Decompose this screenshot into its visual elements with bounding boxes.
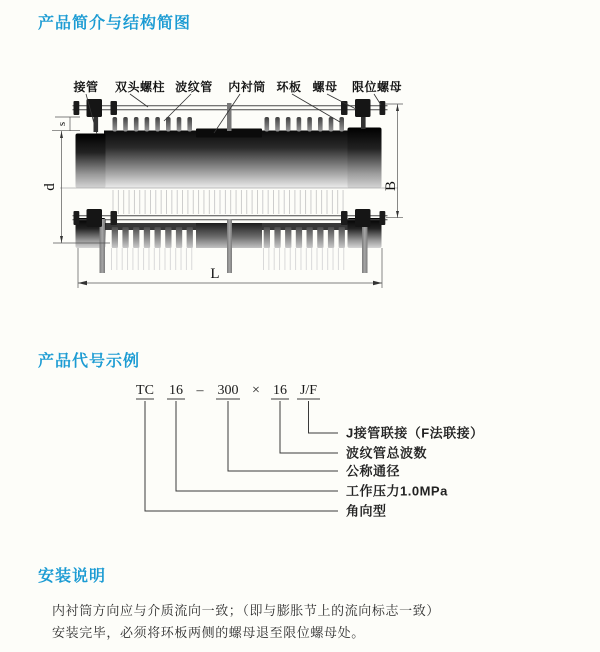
leader-limit-nut — [374, 94, 381, 105]
bellows-fin-lower — [339, 227, 345, 248]
install-note-line: 内衬筒方向应与介质流向一致；（即与膨胀节上的流向标志一致） — [52, 603, 440, 618]
callout-type: 角向型 — [346, 503, 387, 519]
callout-waves: 波纹管总波数 — [346, 445, 428, 461]
dim-arrow — [396, 211, 399, 217]
bellows-fin-lower — [307, 227, 313, 248]
plate-nut-block-left — [87, 99, 103, 117]
dim-label-L: L — [210, 266, 220, 282]
bellows-fin-lower — [144, 227, 150, 248]
callout-connection: J接管联接（F法联接） — [346, 425, 484, 441]
bellows-fin — [265, 117, 270, 132]
structure-diagram — [0, 60, 600, 312]
bellows-fin — [286, 117, 291, 132]
bellows-fin — [113, 117, 118, 132]
part-label-connecting-pipe: 接管 — [73, 80, 99, 94]
bellows-fin-lower — [274, 227, 280, 248]
nut-right-lower — [341, 211, 348, 225]
dim-label-d: d — [42, 183, 58, 191]
dim-label-B: B — [383, 180, 399, 192]
bellows-fin-lower — [264, 227, 270, 248]
bellows-fin — [123, 117, 128, 132]
leader-lines — [86, 94, 381, 134]
dim-arrow — [396, 105, 399, 112]
bellows-fin-lower — [187, 227, 193, 248]
stud-left — [100, 219, 106, 273]
bellows-body — [104, 131, 368, 189]
code-parts — [136, 383, 317, 398]
part-label-ring-plate: 环板 — [276, 80, 302, 94]
ring-plate-right — [361, 116, 366, 129]
code-part-dash: – — [196, 383, 204, 398]
dim-arrow — [60, 131, 63, 138]
bellows-fin — [177, 117, 182, 132]
bellows-fin-lower — [165, 227, 171, 248]
bellows-fin-lower — [133, 227, 139, 248]
bellows-fin-lower — [285, 227, 291, 248]
code-part-diameter: 300 — [217, 383, 239, 398]
limit-nut-right-lower — [380, 211, 386, 225]
code-callouts — [346, 426, 484, 519]
bellows-fin — [145, 117, 150, 132]
callout-diameter: 公称通径 — [346, 463, 401, 479]
bellows-fin-lower — [176, 227, 182, 248]
fork-line-connection — [309, 401, 339, 433]
dim-arrow — [60, 236, 63, 243]
bellows-fin-lower — [328, 227, 334, 248]
upper-assembly — [73, 99, 388, 188]
stud-center — [227, 219, 232, 273]
bellows-fin — [297, 117, 302, 132]
bellows-fin — [134, 117, 139, 132]
leader-stud — [130, 94, 148, 107]
code-part-type: TC — [136, 383, 154, 398]
bellows-fin — [187, 117, 192, 132]
left-pipe-end — [76, 134, 106, 189]
limit-nut-left — [74, 101, 80, 115]
install-note-line: 安装完毕，必须将环板两侧的螺母退至限位螺母处。 — [52, 625, 365, 640]
dim-arrow — [373, 281, 382, 285]
section-heading-code: 产品代号示例 — [38, 353, 141, 370]
code-part-connection: J/F — [299, 383, 318, 398]
nut-left-lower — [111, 211, 118, 225]
part-label-bellows: 波纹管 — [175, 80, 213, 94]
far-side-hatch — [113, 190, 343, 214]
bellows-fin — [318, 117, 323, 132]
right-pipe-end — [348, 128, 382, 189]
bellows-fin — [307, 117, 312, 132]
bellows-fin-lower — [112, 227, 118, 248]
part-label-limit-nut: 限位螺母 — [351, 80, 403, 94]
bellows-fin — [275, 117, 280, 132]
bellows-fin — [166, 117, 171, 132]
dim-arrow — [78, 281, 87, 285]
limit-nut-right — [380, 101, 386, 115]
bellows-fin-lower — [155, 227, 161, 248]
code-part-waves: 16 — [273, 383, 287, 398]
fork-line-type — [145, 401, 338, 511]
product-code-diagram — [0, 372, 600, 532]
code-fork-lines — [145, 401, 338, 511]
stud-right — [362, 219, 368, 273]
bellows-fin — [155, 117, 160, 132]
part-label-stud: 双头螺柱 — [114, 80, 166, 94]
bellows-fin-lower — [317, 227, 323, 248]
limit-nut-left-lower — [74, 211, 80, 225]
bellows-fin-lower — [122, 227, 128, 248]
part-label-liner: 内衬筒 — [228, 80, 266, 94]
plate-nut-block-left-lower — [87, 209, 103, 227]
section-heading-install: 安装说明 — [38, 568, 107, 585]
nut-left — [111, 101, 118, 115]
bellows-fin — [339, 117, 344, 132]
lower-assembly — [73, 209, 388, 273]
bellows-fin-lower — [296, 227, 302, 248]
part-label-nut: 螺母 — [312, 80, 338, 94]
dim-label-s: s — [56, 121, 68, 127]
leader-bellows — [164, 94, 191, 121]
code-part-times: × — [252, 383, 260, 398]
bellows-fin — [329, 117, 334, 132]
part-labels — [72, 79, 402, 94]
code-part-pressure: 16 — [169, 383, 183, 398]
callout-pressure: 工作压力1.0MPa — [346, 483, 448, 499]
plate-nut-block-right-lower — [355, 209, 371, 227]
plate-nut-block-right — [355, 99, 371, 117]
section-heading-intro: 产品简介与结构简图 — [38, 15, 192, 32]
fork-line-pressure — [176, 401, 338, 491]
fork-line-diameter — [228, 401, 338, 471]
